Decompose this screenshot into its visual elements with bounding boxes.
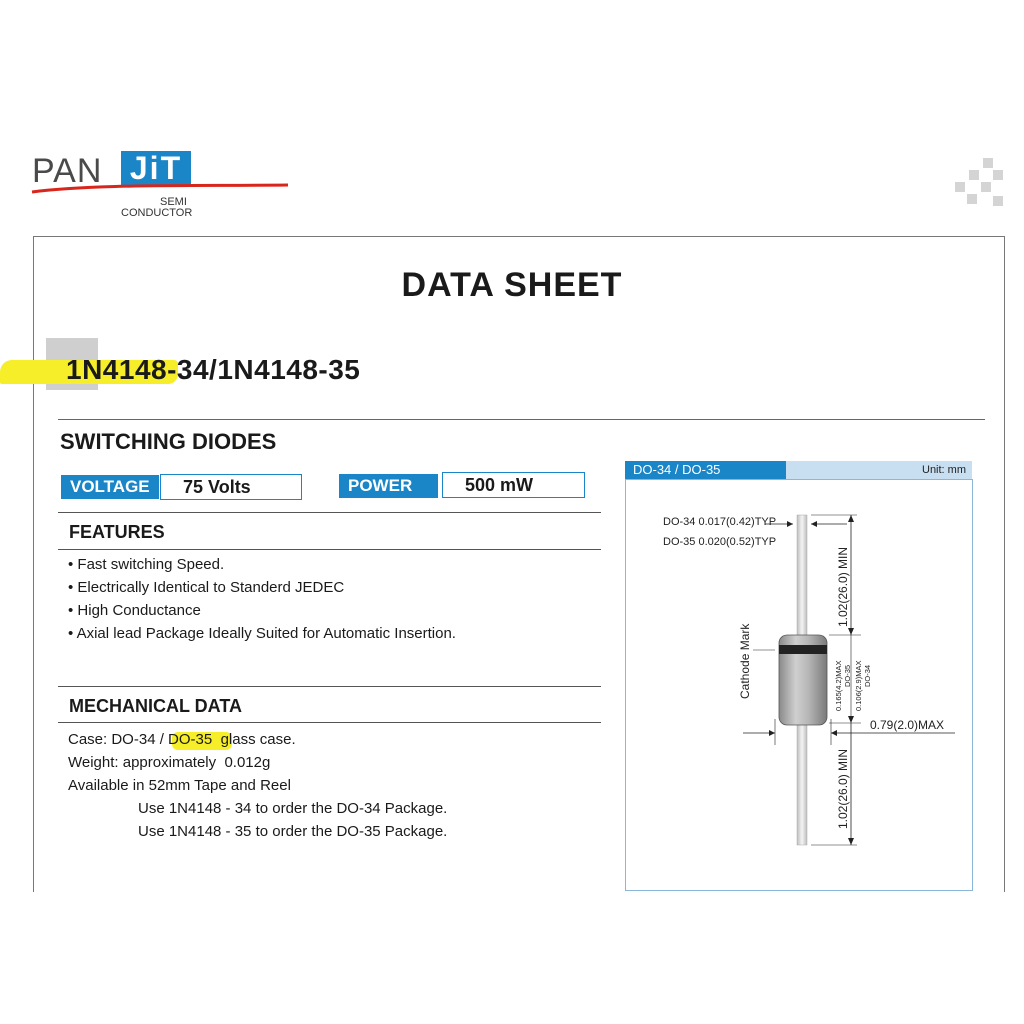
logo-sub-conductor: CONDUCTOR [121, 207, 193, 219]
feature-item: • Axial lead Package Ideally Suited for Automatic Insertion. [68, 625, 456, 642]
logo-jit-badge: JiT [121, 151, 191, 185]
features-top-rule [58, 512, 601, 513]
logo-sub-semi: SEMI [160, 196, 187, 208]
order-do35-line: Use 1N4148 - 35 to order the DO-35 Package. [138, 823, 448, 840]
case-line: Case: DO-34 / DO-35 glass case. [68, 731, 296, 748]
diagram-header-unit: Unit: mm [786, 461, 972, 479]
lead-do34-label: DO-34 0.017(0.42)TYP [663, 516, 777, 528]
lead-do35-label: DO-35 0.020(0.52)TYP [663, 536, 777, 548]
lead-length-top-label: 1.02(26.0) MIN [836, 546, 850, 627]
body-length-do34-pkg: DO-34 [863, 664, 872, 687]
body-diameter-label: 0.79(2.0)MAX [870, 718, 945, 732]
lead-bottom [797, 723, 807, 845]
voltage-label: VOLTAGE [61, 475, 159, 499]
part-number: 1N4148-34/1N4148-35 [66, 354, 361, 385]
order-do34-line: Use 1N4148 - 34 to order the DO-34 Package. [138, 800, 448, 817]
body-length-do35-label: 0.165(4.2)MAX [834, 660, 843, 711]
corner-mosaic [955, 158, 1005, 208]
lead-top [797, 515, 807, 637]
feature-item: • High Conductance [68, 602, 201, 619]
voltage-value: 75 Volts [160, 474, 302, 500]
body-length-do34-label: 0.106(2.9)MAX [854, 660, 863, 711]
power-value: 500 mW [442, 472, 585, 498]
cathode-mark-label: Cathode Mark [738, 623, 752, 699]
logo-pan-text: PAN [32, 152, 103, 190]
tape-line: Available in 52mm Tape and Reel [68, 777, 291, 794]
page-title: DATA SHEET [401, 266, 623, 304]
mechanical-top-rule [58, 686, 601, 687]
feature-item: • Fast switching Speed. [68, 556, 225, 573]
body-length-do35-pkg: DO-35 [843, 664, 852, 687]
cathode-band [779, 645, 827, 654]
mechanical-heading: MECHANICAL DATA [69, 696, 242, 716]
diagram-header-package: DO-34 / DO-35 [625, 461, 786, 479]
power-label: POWER [339, 474, 438, 498]
logo-swoosh [30, 182, 290, 196]
mechanical-bottom-rule [58, 722, 601, 723]
package-outline-drawing [625, 479, 973, 891]
header-divider [58, 419, 985, 420]
section-subtitle: SWITCHING DIODES [60, 429, 277, 454]
lead-length-bottom-label: 1.02(26.0) MIN [836, 748, 850, 829]
feature-item: • Electrically Identical to Standerd JEDEC [68, 579, 345, 596]
features-heading: FEATURES [69, 522, 165, 542]
weight-line: Weight: approximately 0.012g [68, 754, 271, 771]
features-bottom-rule [58, 549, 601, 550]
